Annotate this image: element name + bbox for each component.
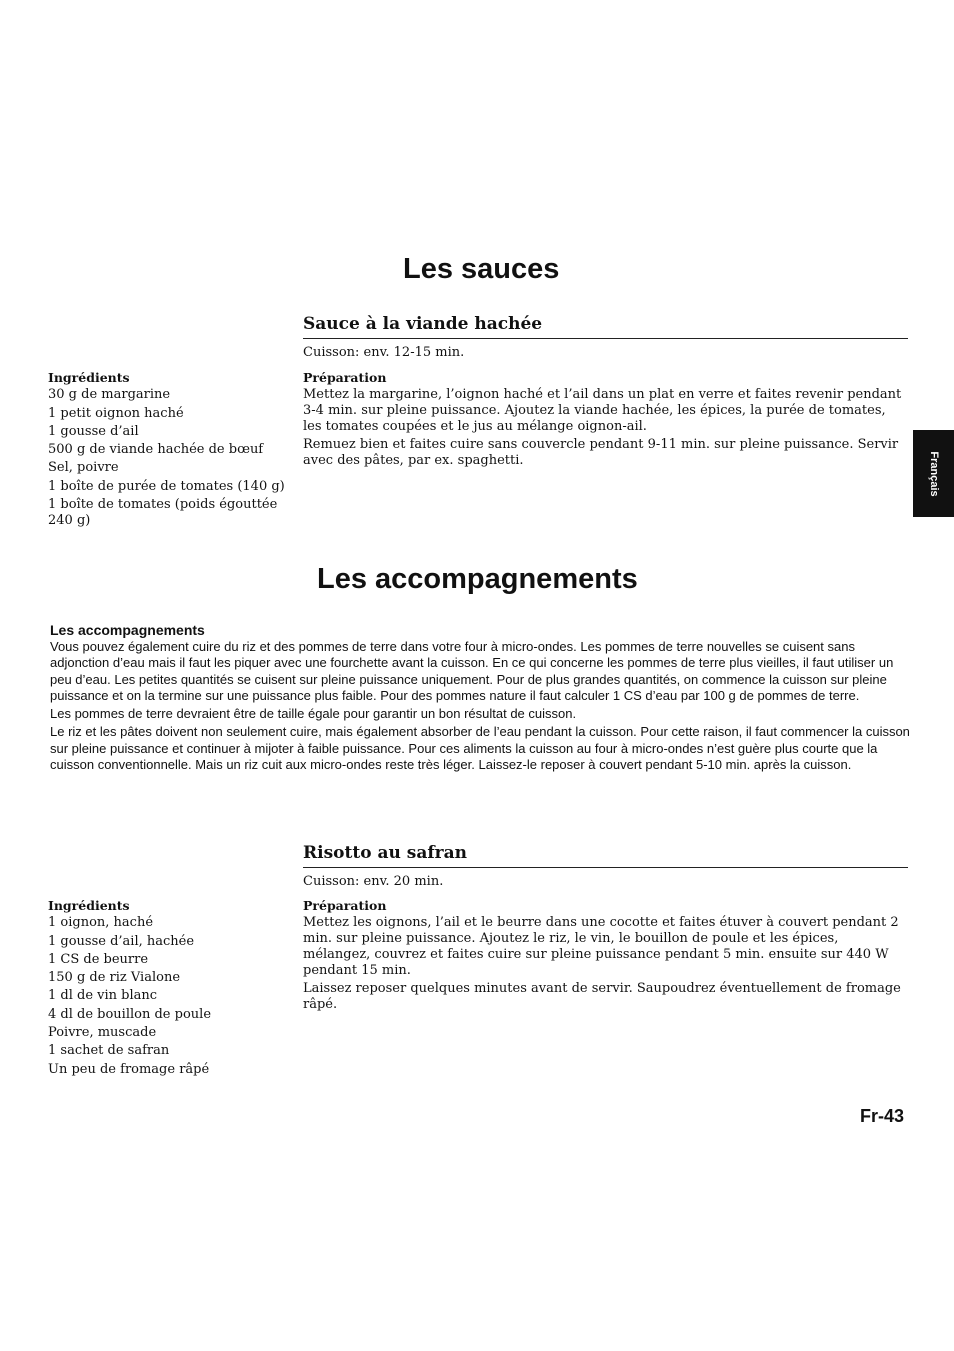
intro-paragraph: Le riz et les pâtes doivent non seulement cuire, mais également absorber de l’eau pendant la cuisson. Pour cette raison, il faut commencer la cuisson sur pleine puissance et continuer à mijoter à faible puissance. Pour ces aliments la cuisson au four à micro-ondes n’est guère plus courte que la cuisson conventionnelle. Mais un riz cuit aux micro-ondes reste très léger. Laissez-le reposer à couvert pendant 5-10 min. après la cuisson. — [50, 724, 910, 773]
ingredient-item: 1 petit oignon haché — [48, 405, 184, 421]
ingredient-item: 500 g de viande hachée de bœuf — [48, 442, 264, 458]
ingredient-item: Un peu de fromage râpé — [48, 1061, 210, 1077]
ingredient-item: 1 gousse d’ail — [48, 423, 139, 439]
preparation-paragraph: Remuez bien et faites cuire sans couvercle pendant 9-11 min. sur pleine puissance. Servir avec des pâtes, par ex. spaghetti. — [303, 437, 899, 468]
language-tab — [913, 430, 954, 517]
recipe-title-risotto: Risotto au safran — [303, 843, 908, 868]
ingredient-item: 1 dl de vin blanc — [48, 988, 158, 1004]
language-tab-label: Français — [927, 450, 940, 497]
ingredient-item: 30 g de margarine — [48, 387, 171, 403]
ingredient-item: Poivre, muscade — [48, 1024, 157, 1040]
ingredient-item: 1 gousse d’ail, hachée — [48, 933, 195, 949]
preparation-heading: Préparation — [303, 898, 387, 913]
section-title-sauces: Les sauces — [403, 253, 560, 285]
page-number: Fr-43 — [860, 1106, 905, 1126]
ingredient-item: 1 sachet de safran — [48, 1043, 170, 1059]
preparation-paragraph: Mettez les oignons, l’ail et le beurre dans une cocotte et faites étuver à couvert pendant 2 min. sur pleine puissance. Ajoutez le riz, le vin, le bouillon de poule et les épices, mélangez, couvrez et faites cuire sur pleine puissance pendant 5 min. ensuite sur 440 W pendant 15 min. — [303, 915, 899, 978]
ingredient-item: 4 dl de bouillon de poule — [48, 1006, 212, 1022]
ingredients-heading: Ingrédients — [48, 370, 130, 385]
intro-paragraph: Vous pouvez également cuire du riz et des pommes de terre dans votre four à micro-ondes. Les pommes de terre nouvelles se cuisent sans adjonction d’eau mais il faut les piquer avec une fourchette avant la cuisson. En ce qui concerne les pommes de terre plus vieilles, il faut utiliser un peu d’eau. Les petites quantités se cuisent sur pleine puissance uniquement. Pour de plus grandes quantités, on commence la cuisson sur pleine puissance et on la termine sur une puissance plus faible. Pour des pommes nature il faut calculer 1 CS d’eau par 100 g de pommes de terre. — [50, 639, 894, 703]
section-title-accompagnements: Les accompagnements — [317, 563, 638, 595]
ingredient-item: Sel, poivre — [48, 460, 119, 476]
ingredient-item: 1 boîte de tomates (poids égouttée 240 g) — [48, 496, 278, 528]
preparation-block — [303, 897, 908, 1015]
preparation-paragraph: Mettez la margarine, l’oignon haché et l’ail dans un plat en verre et faites revenir pendant 3-4 min. sur pleine puissance. Ajoutez la viande hachée, les épices, la purée de tomates, les tomates coupées et le jus au mélange oignon-ail. — [303, 387, 902, 434]
ingredient-item: 1 oignon, haché — [48, 915, 154, 931]
preparation-paragraph: Laissez reposer quelques minutes avant de servir. Saupoudrez éventuellement de fromage râpé. — [303, 981, 901, 1012]
ingredients-heading: Ingrédients — [48, 898, 130, 913]
cooking-time: Cuisson: env. 20 min. — [303, 874, 444, 889]
preparation-heading: Préparation — [303, 370, 387, 385]
intro-heading: Les accompagnements — [50, 622, 205, 638]
ingredient-item: 1 boîte de purée de tomates (140 g) — [48, 478, 285, 494]
intro-paragraph: Les pommes de terre devraient être de taille égale pour garantir un bon résultat de cuisson. — [50, 706, 577, 722]
ingredient-item: 1 CS de beurre — [48, 951, 149, 967]
ingredients-list — [48, 897, 303, 1080]
cooking-time: Cuisson: env. 12-15 min. — [303, 345, 465, 360]
ingredient-item: 150 g de riz Vialone — [48, 970, 181, 986]
ingredients-list — [48, 369, 303, 531]
preparation-block — [303, 369, 908, 471]
recipe-title-sauce: Sauce à la viande hachée — [303, 314, 908, 339]
intro-block — [50, 621, 910, 775]
